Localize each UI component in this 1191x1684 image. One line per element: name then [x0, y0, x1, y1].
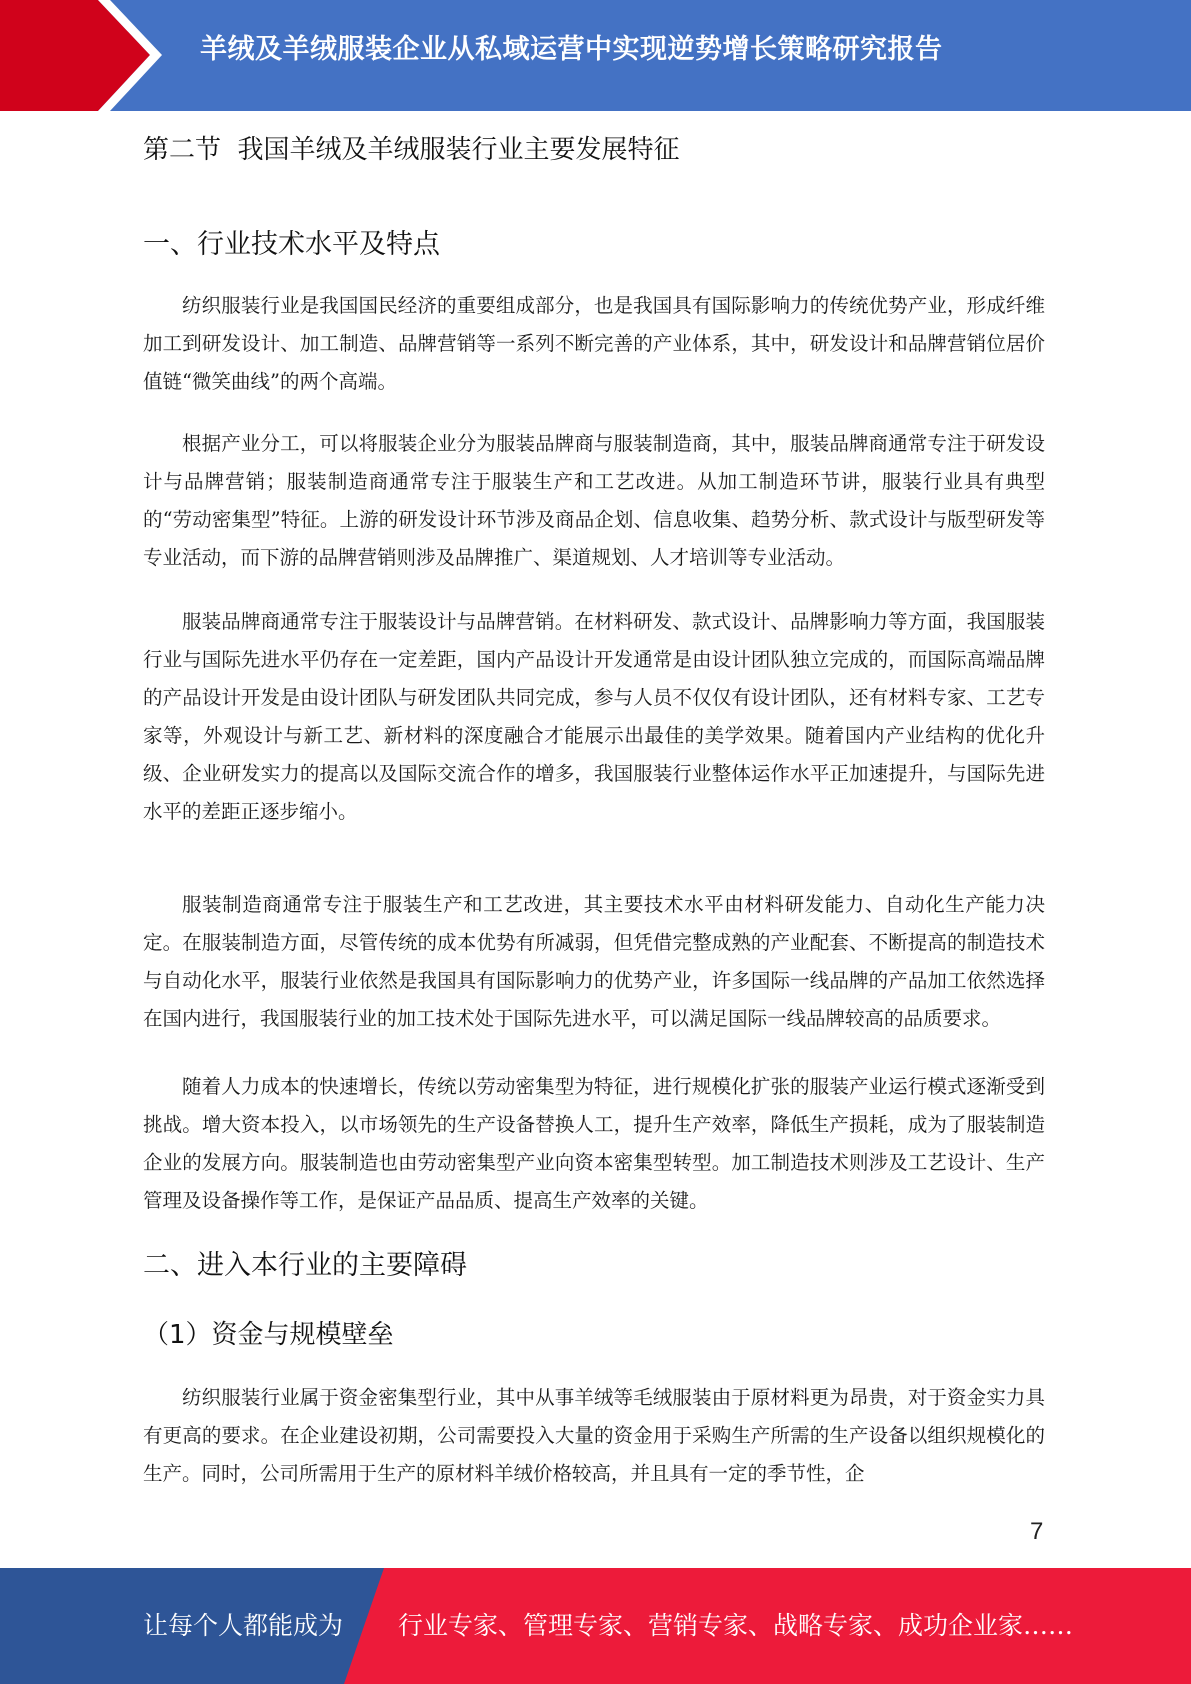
paragraph-1: 纺织服装行业是我国国民经济的重要组成部分，也是我国具有国际影响力的传统优势产业，形成纤维加工到研发设计、加工制造、品牌营销等一系列不断完善的产业体系，其中，研发设计和品牌营销位居价值链“微笑曲线”的两个高端。 — [143, 294, 1045, 393]
paragraph-2: 根据产业分工，可以将服装企业分为服装品牌商与服装制造商，其中，服装品牌商通常专注于研发设计与品牌营销；服装制造商通常专注于服装生产和工艺改进。从加工制造环节讲，服装行业具有典型的“劳动密集型”特征。上游的研发设计环节涉及商品企划、信息收集、趋势分析、款式设计与版型研发等专业活动，而下游的品牌营销则涉及品牌推广、渠道规划、人才培训等专业活动。 — [143, 432, 1045, 569]
heading-capital-scale-barrier: （1）资金与规模壁垒 — [143, 1320, 394, 1350]
heading-entry-barriers: 二、进入本行业的主要障碍 — [143, 1250, 467, 1281]
paragraph-5: 随着人力成本的快速增长，传统以劳动密集型为特征，进行规模化扩张的服装产业运行模式逐渐受到挑战。增大资本投入，以市场领先的生产设备替换人工，提升生产效率，降低生产损耗，成为了服装制造企业的发展方向。服装制造也由劳动密集型产业向资本密集型转型。加工制造技术则涉及工艺设计、生产管理及设备操作等工作，是保证产品品质、提高生产效率的关键。 — [143, 1075, 1045, 1212]
page-number: 7 — [1030, 1518, 1044, 1545]
section-title: 第二节 我国羊绒及羊绒服装行业主要发展特征 — [143, 135, 680, 165]
paragraph-4: 服装制造商通常专注于服装生产和工艺改进，其主要技术水平由材料研发能力、自动化生产能力决定。在服装制造方面，尽管传统的成本优势有所减弱，但凭借完整成熟的产业配套、不断提高的制造技术与自动化水平，服装行业依然是我国具有国际影响力的优势产业，许多国际一线品牌的产品加工依然选择在国内进行，我国服装行业的加工技术处于国际先进水平，可以满足国际一线品牌较高的品质要求。 — [143, 893, 1045, 1030]
heading-technology-level: 一、行业技术水平及特点 — [143, 229, 440, 260]
page-footer — [0, 1568, 1191, 1684]
footer-slogan-left: 让每个人都能成为 — [143, 1611, 344, 1640]
paragraph-6: 纺织服装行业属于资金密集型行业，其中从事羊绒等毛绒服装由于原材料更为昂贵，对于资金实力具有更高的要求。在企业建设初期，公司需要投入大量的资金用于采购生产所需的生产设备以组织规模化的生产。同时，公司所需用于生产的原材料羊绒价格较高，并且具有一定的季节性，企 — [143, 1386, 1045, 1485]
footer-slogan-right: 行业专家、管理专家、营销专家、战略专家、成功企业家…… — [398, 1611, 1074, 1640]
page-header — [0, 0, 1191, 111]
paragraph-3: 服装品牌商通常专注于服装设计与品牌营销。在材料研发、款式设计、品牌影响力等方面，我国服装行业与国际先进水平仍存在一定差距，国内产品设计开发通常是由设计团队独立完成的，而国际高端品牌的产品设计开发是由设计团队与研发团队共同完成，参与人员不仅仅有设计团队，还有材料专家、工艺专家等，外观设计与新工艺、新材料的深度融合才能展示出最佳的美学效果。随着国内产业结构的优化升级、企业研发实力的提高以及国际交流合作的增多，我国服装行业整体运作水平正加速提升，与国际先进水平的差距正逐步缩小。 — [143, 610, 1045, 823]
report-title: 羊绒及羊绒服装企业从私域运营中实现逆势增长策略研究报告 — [200, 34, 943, 65]
